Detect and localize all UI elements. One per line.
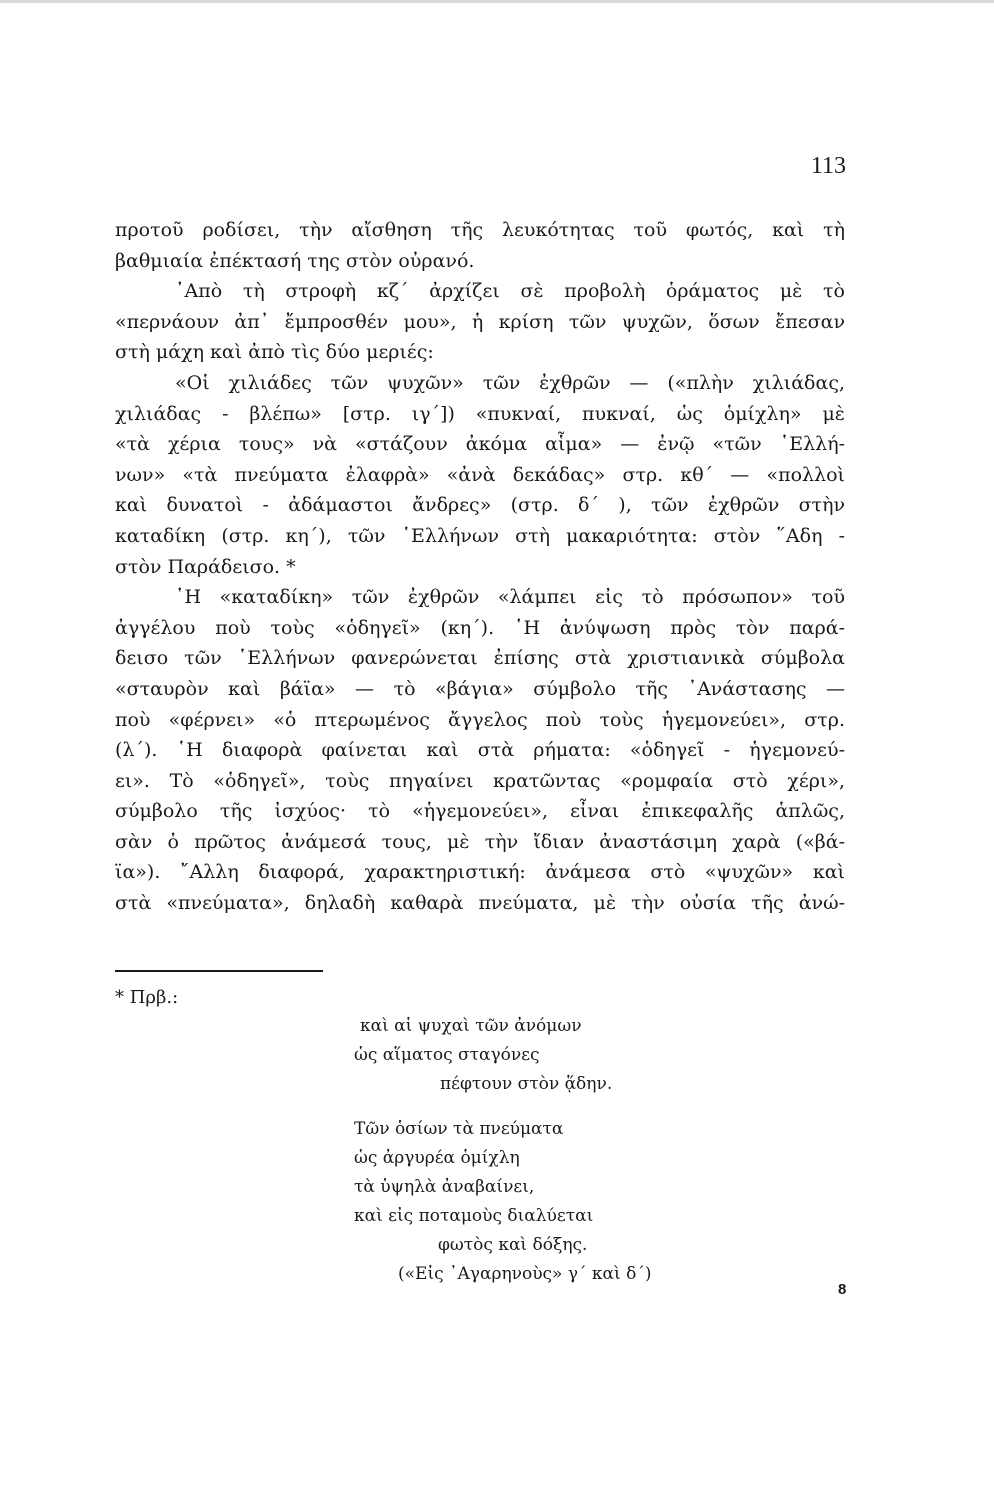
- main-text: [115, 215, 845, 919]
- text-line: «Οἱ χιλιάδες τῶν ψυχῶν» τῶν ἐχθρῶν — («πλὴν χιλιάδας,: [175, 371, 845, 394]
- poem-line: τὰ ὑψηλὰ ἀναβαίνει,: [354, 1177, 535, 1197]
- page-number: 113: [810, 153, 846, 179]
- poem-line: καὶ αἱ ψυχαὶ τῶν ἀνόμων: [360, 1016, 582, 1036]
- text-line: στὴ μάχη καὶ ἀπὸ τὶς δύο μεριές:: [115, 341, 434, 364]
- text-line: σύμβολο τῆς ἰσχύος· τὸ «ἡγεμονεύει», εἶναι ἐπικεφαλῆς ἁπλῶς,: [115, 800, 845, 823]
- text-line: δεισο τῶν ῾Ελλήνων φανερώνεται ἐπίσης στὰ χριστιανικὰ σύμβολα: [115, 647, 845, 670]
- poem-line: φωτὸς καὶ δόξης.: [438, 1235, 588, 1255]
- text-line: ᾿Απὸ τὴ στροφὴ κζ΄ ἀρχίζει σὲ προβολὴ ὁράματος μὲ τὸ: [175, 280, 845, 303]
- poem-source: («Εἰς ᾿Αγαρηνοὺς» γ΄ καὶ δ΄): [398, 1264, 652, 1284]
- text-line: «περνάουν ἀπ᾿ ἔμπροσθέν μου», ἡ κρίση τῶν ψυχῶν, ὅσων ἔπεσαν: [115, 310, 845, 333]
- text-line: ἀγγέλου ποὺ τοὺς «ὁδηγεῖ» (κη΄). ῾Η ἀνύψωση πρὸς τὸν παρά-: [115, 616, 845, 639]
- poem-line: ὡς ἀργυρέα ὁμίχλη: [354, 1148, 520, 1168]
- text-line: βαθμιαία ἐπέκτασή της στὸν οὐρανό.: [115, 249, 475, 272]
- text-line: «τὰ χέρια τους» νὰ «στάζουν ἀκόμα αἷμα» — ἐνῷ «τῶν ῾Ελλή-: [115, 433, 845, 456]
- text-line: καταδίκη (στρ. κη΄), τῶν ῾Ελλήνων στὴ μακαριότητα: στὸν ῞Αδη -: [115, 524, 845, 547]
- text-line: προτοῦ ροδίσει, τὴν αἴσθηση τῆς λευκότητας τοῦ φωτός, καὶ τὴ: [115, 219, 845, 241]
- text-line: στὰ «πνεύματα», δηλαδὴ καθαρὰ πνεύματα, μὲ τὴν οὐσία τῆς ἀνώ-: [115, 892, 845, 915]
- stanza-gap: [350, 1099, 800, 1115]
- footnote-marker: * Πρβ.:: [115, 987, 179, 1008]
- text-line: «σταυρὸν καὶ βάϊα» — τὸ «βάγια» σύμβολο τῆς ᾿Ανάστασης —: [115, 677, 845, 700]
- footnote-poem: [350, 1012, 800, 1289]
- text-line: (λ΄). ῾Η διαφορὰ φαίνεται καὶ στὰ ρήματα: «ὁδηγεῖ - ἡγεμονεύ-: [115, 739, 845, 762]
- footnote-divider: [115, 970, 323, 972]
- poem-line: Τῶν ὁσίων τὰ πνεύματα: [354, 1119, 564, 1139]
- text-line: σὰν ὁ πρῶτος ἀνάμεσά τους, μὲ τὴν ἴδιαν ἀναστάσιμη χαρὰ («βά-: [115, 830, 845, 853]
- text-line: ποὺ «φέρνει» «ὁ πτερωμένος ἄγγελος ποὺ τοὺς ἡγεμονεύει», στρ.: [115, 708, 845, 731]
- text-line: ϊα»). ῎Αλλη διαφορά, χαρακτηριστική: ἀνάμεσα στὸ «ψυχῶν» καὶ: [115, 861, 845, 884]
- poem-line: καὶ εἰς ποταμοὺς διαλύεται: [354, 1206, 594, 1226]
- text-line: καὶ δυνατοὶ - ἀδάμαστοι ἄνδρες» (στρ. δ΄ ), τῶν ἐχθρῶν στὴν: [115, 494, 845, 517]
- text-line: ει». Τὸ «ὁδηγεῖ», τοὺς πηγαίνει κρατῶντας «ρομφαία στὸ χέρι»,: [115, 769, 845, 792]
- text-line: χιλιάδας - βλέπω» [στρ. ιγ΄]) «πυκναί, πυκναί, ὡς ὁμίχλη» μὲ: [115, 402, 845, 425]
- text-line: ῾Η «καταδίκη» τῶν ἐχθρῶν «λάμπει εἰς τὸ πρόσωπον» τοῦ: [175, 586, 845, 609]
- poem-line: πέφτουν στὸν ᾅδην.: [440, 1074, 613, 1094]
- page-top-edge: [0, 0, 994, 3]
- text-line: νων» «τὰ πνεύματα ἐλαφρὰ» «ἀνὰ δεκάδας» στρ. κθ΄ — «πολλοὶ: [115, 463, 845, 486]
- signature-mark: 8: [838, 1281, 847, 1298]
- poem-line: ὡς αἵματος σταγόνες: [354, 1045, 540, 1065]
- text-line: στὸν Παράδεισο. *: [115, 555, 296, 578]
